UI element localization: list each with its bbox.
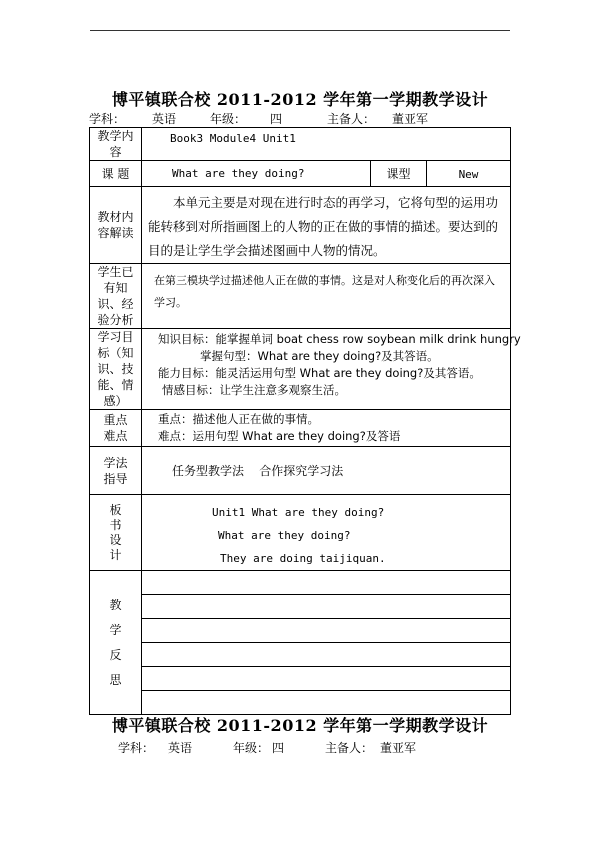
goal-pattern: 掌握句型：What are they doing?及其答语。 [200,349,439,363]
goals-cell [142,329,521,410]
key-point: 重点：描述他人正在做的事情。 [158,412,319,426]
board-cell [142,495,511,571]
meta-subject-label: 学科： [89,112,126,126]
meta-grade-label: 年级： [210,112,247,126]
type-value: New [458,167,479,181]
board-line-1: Unit1 What are they doing? [212,506,385,519]
footer-preparer-label: 主备人： [325,741,374,755]
content-text: Book3 Module4 Unit1 [170,132,296,145]
reflection-line [142,691,510,714]
row-method [90,447,511,495]
board-char-3: 设 [109,532,122,547]
label-prior: 学生已有知识、经验分析 [90,264,142,329]
meta-subject-value: 英语 [152,112,177,126]
goal-knowledge: 知识目标：能掌握单词 boat chess row soybean milk drink hungry [158,332,521,346]
label-difficult: 难点 [103,429,128,443]
row-board [90,495,511,571]
label-method-1: 学法 [103,455,128,470]
label-type: 课型 [371,161,427,187]
label-topic: 课 题 [90,161,142,187]
analysis-cell [142,187,511,264]
prior-text: 在第三模块学过描述他人正在做的事情。这是对人称变化后的再次深入学习。 [154,274,495,309]
method-text: 任务型教学法 合作探究学习法 [172,464,344,478]
reflection-line [142,667,510,691]
label-goals: 学习目标（知识、技能、情感） [90,329,142,410]
goal-emotion: 情感目标：让学生注意多观察生活。 [162,383,346,397]
label-keypoints [90,410,142,447]
board-char-1: 板 [109,502,122,517]
label-key: 重点 [103,413,128,427]
row-goals [90,329,511,410]
reflection-line [142,571,510,595]
analysis-text: 本单元主要是对现在进行时态的再学习，它将句型的运用功能转移到对所指画图上的人物的正在做的事情的描述。要达到的目的是让学生学会描述图画中人物的情况。 [148,195,499,258]
method-cell [142,447,511,495]
footer-subject-label: 学科： [118,741,155,755]
lesson-plan-table [89,127,521,715]
topic-cell [142,161,371,187]
label-method [90,447,142,495]
meta-grade-value: 四 [270,112,283,126]
goal-ability: 能力目标：能灵活运用句型 What are they doing?及其答语。 [158,366,481,380]
board-char-2: 书 [109,517,122,532]
row-reflection [90,571,511,715]
meta-preparer-value: 董亚军 [392,112,429,126]
board-char-4: 计 [109,547,122,562]
row-topic [90,161,511,187]
row-prior [90,264,511,329]
keypoints-cell [142,410,511,447]
header-rule [90,30,510,31]
board-line-3: They are doing taijiquan. [220,552,386,565]
content-value [142,128,511,161]
reflection-line [142,595,510,619]
label-board [90,495,142,571]
footer-grade-value: 四 [272,741,285,755]
footer-preparer-value: 董亚军 [380,741,417,755]
label-reflection [90,571,142,715]
reflection-lines [142,571,510,714]
difficult-point: 难点：运用句型 What are they doing?及答语 [158,429,401,443]
topic-text: What are they doing? [172,167,305,180]
meta-preparer-label: 主备人： [327,112,376,126]
reflection-char-1: 教 [109,597,122,612]
row-content [90,128,511,161]
label-analysis: 教材内容解读 [90,187,142,264]
reflection-line [142,643,510,667]
footer-subject-value: 英语 [168,741,193,755]
reflection-cell [142,571,511,715]
reflection-line [142,619,510,643]
type-cell [427,161,511,187]
row-keypoints [90,410,511,447]
reflection-char-3: 反 [109,647,122,662]
label-method-2: 指导 [103,471,128,486]
footer-title: 博平镇联合校 2011-2012 学年第一学期教学设计 [111,716,489,735]
label-content: 教学内容 [90,128,142,161]
footer-grade-label: 年级： [233,741,270,755]
page-title: 博平镇联合校 2011-2012 学年第一学期教学设计 [111,90,489,109]
reflection-char-4: 思 [109,672,122,687]
row-analysis [90,187,511,264]
board-line-2: What are they doing? [218,529,351,542]
prior-cell [142,264,511,329]
reflection-char-2: 学 [109,622,122,637]
